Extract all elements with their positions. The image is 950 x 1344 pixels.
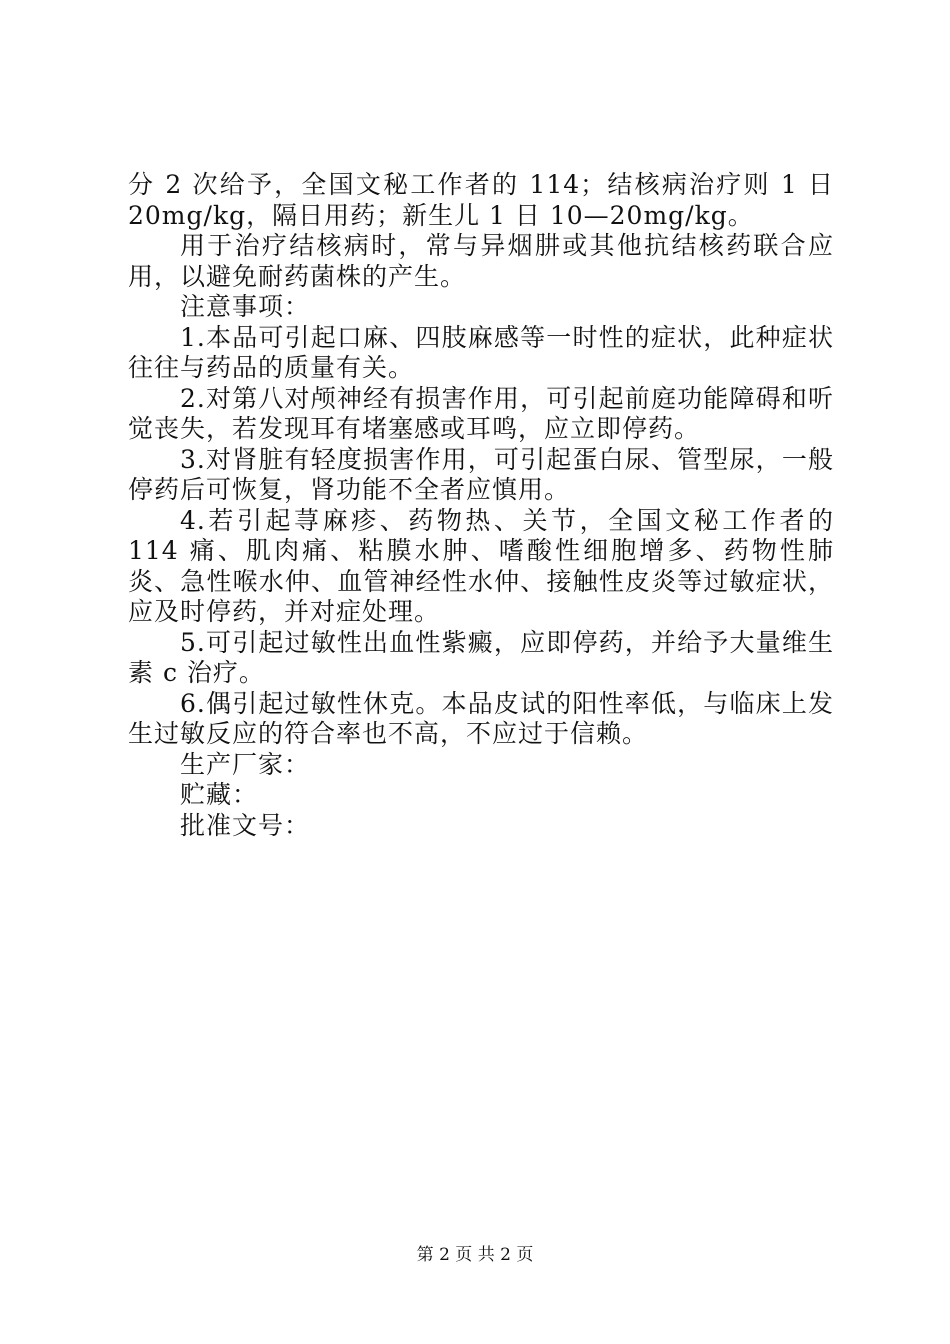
paragraph-precaution-3: 3.对肾脏有轻度损害作用，可引起蛋白尿、管型尿，一般停药后可恢复，肾功能不全者应慎用。 <box>128 444 834 504</box>
document-body <box>128 170 834 841</box>
paragraph-precaution-4: 4.若引起荨麻疹、药物热、关节，全国文秘工作者的 114 痛、肌肉痛、粘膜水肿、嗜酸性细胞增多、药物性肺炎、急性喉水仲、血管神经性水仲、接触性皮炎等过敏症状，应及时停药，并对症处理。 <box>128 505 834 626</box>
paragraph-dosage: 分 2 次给予，全国文秘工作者的 114；结核病治疗则 1 日 20mg/kg，隔日用药；新生儿 1 日 10—20mg/kg。 <box>128 170 834 230</box>
page-number-label: 第 2 页 共 2 页 <box>416 1245 534 1265</box>
paragraph-tb-usage: 用于治疗结核病时，常与异烟肼或其他抗结核药联合应用，以避免耐药菌株的产生。 <box>128 231 834 291</box>
paragraph-approval-number: 批准文号： <box>180 810 311 840</box>
paragraph-precaution-1: 1.本品可引起口麻、四肢麻感等一时性的症状，此种症状往往与药品的质量有关。 <box>128 322 834 382</box>
paragraph-precaution-2: 2.对第八对颅神经有损害作用，可引起前庭功能障碍和听觉丧失，若发现耳有堵塞感或耳鸣，应立即停药。 <box>128 383 834 443</box>
page-footer <box>0 1244 950 1266</box>
paragraph-manufacturer: 生产厂家： <box>180 749 311 779</box>
paragraph-storage: 贮藏： <box>180 780 259 809</box>
paragraph-precaution-6: 6.偶引起过敏性休克。本品皮试的阳性率低，与临床上发生过敏反应的符合率也不高，不应过于信赖。 <box>128 688 834 748</box>
paragraph-precaution-5: 5.可引起过敏性出血性紫癜，应即停药，并给予大量维生素 c 治疗。 <box>128 627 834 687</box>
paragraph-precautions-heading: 注意事项： <box>180 292 311 321</box>
